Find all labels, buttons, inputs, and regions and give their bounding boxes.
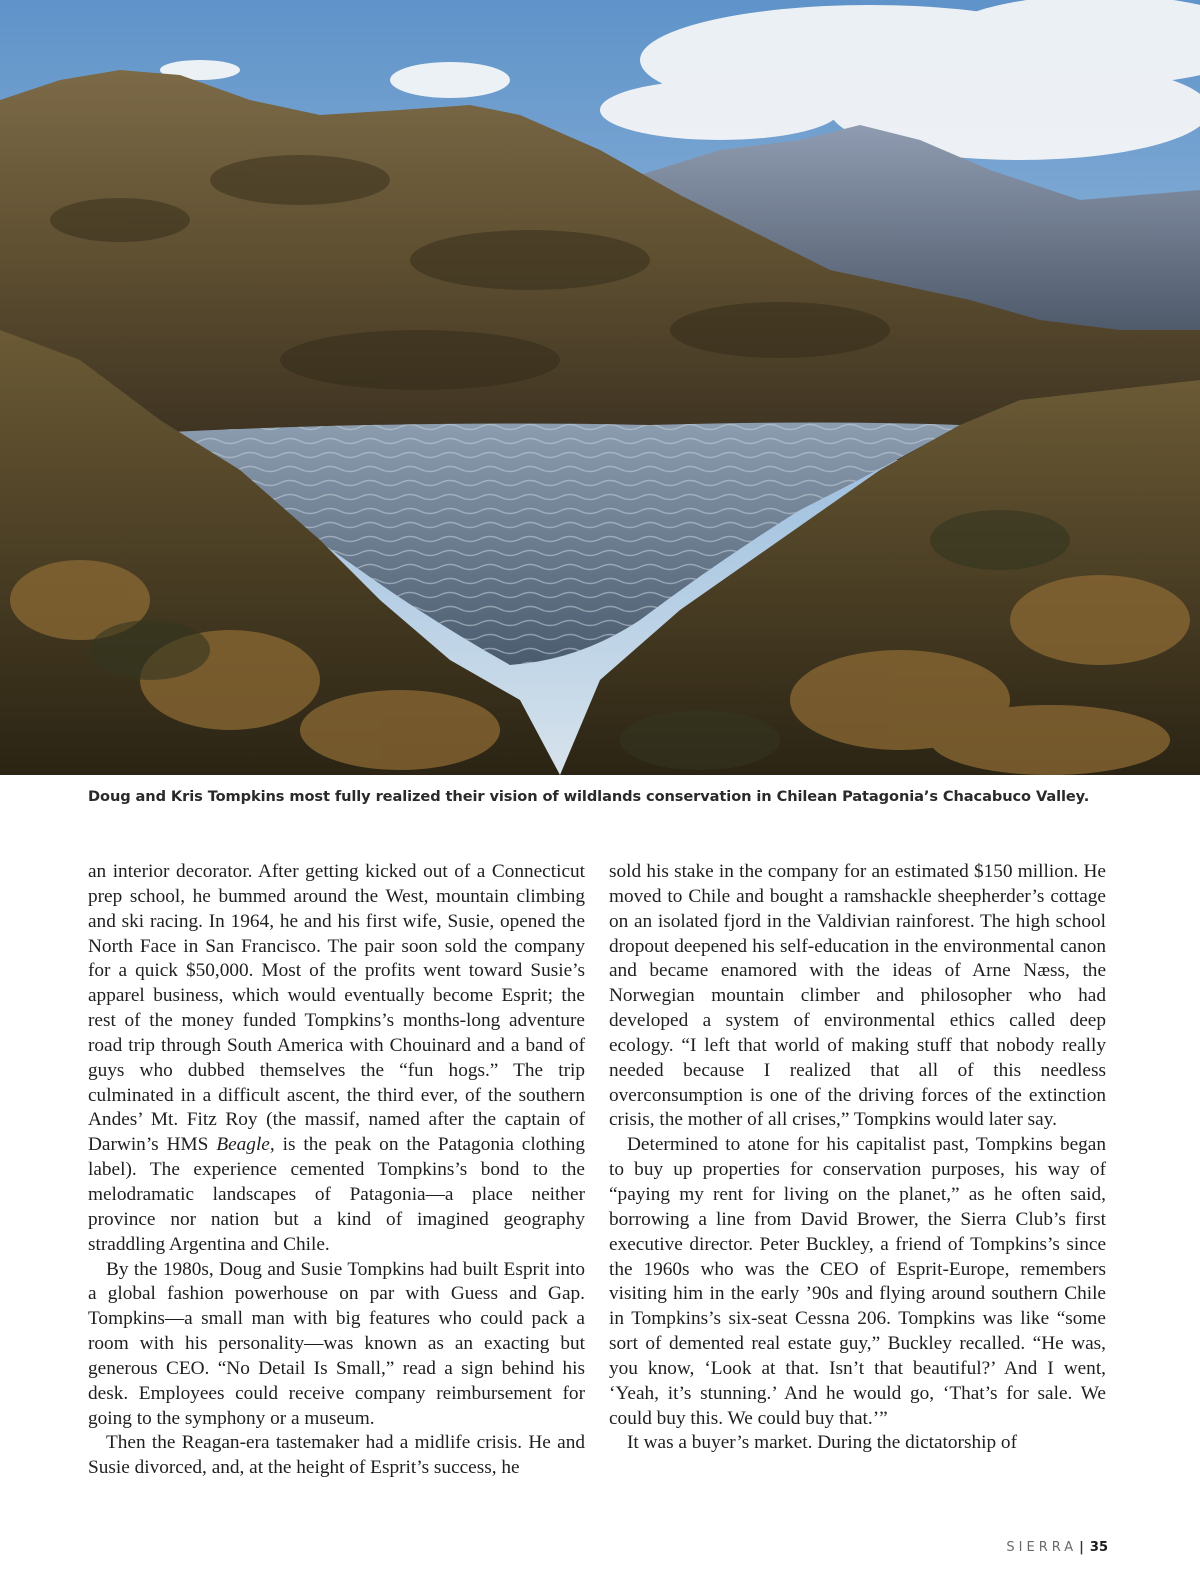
footer-separator: |: [1079, 1540, 1084, 1555]
paragraph: By the 1980s, Doug and Susie Tompkins had built Esprit into a global fashion powerhouse on par with Guess and Gap. Tompkins—a small man with big features who could pack a room with his personality—was known as an exacting but generous CEO. “No Detail Is Small,” read a sign behind his desk. Employees could receive company reimbursement for going to the symphony or a museum.: [88, 1258, 585, 1429]
photo-caption: Doug and Kris Tompkins most fully realized their vision of wildlands conservation in Chilean Patagonia’s Chacabuco Valley.: [88, 788, 1090, 805]
article-body: [88, 860, 1108, 1480]
right-column: [609, 860, 1106, 1456]
paragraph: It was a buyer’s market. During the dictatorship of: [627, 1432, 1017, 1454]
paragraph: an interior decorator. After getting kicked out of a Connecticut prep school, he bummed around the West, mountain climbing and ski racing. In 1964, he and his first wife, Susie, opened the North Face in San Francisco. The pair soon sold the company for a quick $50,000. Most of the profits went toward Susie’s apparel business, which would eventually become Esprit; the rest of the money funded Tompkins’s months-long adventure road trip through South America with Chouinard and a band of guys who dubbed themselves the “fun hogs.” The trip culminated in a difficult ascent, the third ever, of the southern Andes’ Mt. Fitz Roy (the massif, named after the captain of Darwin’s HMS Beagle, is the peak on the Patagonia clothing label). The experience cemented Tompkins’s bond to the melodramatic landscapes of Patagonia—a place neither province nor nation but a kind of imagined geography straddling Argentina and Chile.: [88, 861, 585, 1255]
page-number: 35: [1089, 1540, 1108, 1555]
page-footer: [1006, 1540, 1108, 1555]
paragraph: Determined to atone for his capitalist past, Tompkins began to buy up properties for conservation purposes, his way of “paying my rent for living on the planet,” as he often said, borrowing a line from David Brower, the Sierra Club’s first executive director. Peter Buckley, a friend of Tompkins’s since the 1960s who was the CEO of Esprit-Europe, remembers visiting him in the early ’90s and flying around southern Chile in Tompkins’s six-seat Cessna 206. Tompkins was like “some sort of demented real estate guy,” Buckley recalled. “He was, you know, ‘Look at that. Isn’t that beautiful?’ And I went, ‘Yeah, it’s stunning.’ And he would go, ‘That’s for sale. We could buy this. We could buy that.’”: [609, 1134, 1106, 1429]
left-column: [88, 860, 585, 1481]
ship-name: Beagle,: [216, 1134, 275, 1156]
paragraph: sold his stake in the company for an estimated $150 million. He moved to Chile and bought a ramshackle sheepherder’s cottage on an isolated fjord in the Valdivian rainforest. The high school dropout deepened his self-education in the environmental canon and became enamored with the ideas of Arne Næss, the Norwegian mountain climber and philosopher who had developed a system of environmental ethics called deep ecology. “I left that world of making stuff that nobody really needed because I realized that all of this needless overconsumption is one of the driving forces of the extinction crisis, the mother of all crises,” Tompkins would later say.: [609, 861, 1106, 1131]
magazine-name: SIERRA: [1006, 1540, 1078, 1555]
landscape-photo: [0, 0, 1200, 775]
paragraph: Then the Reagan-era tastemaker had a midlife crisis. He and Susie divorced, and, at the height of Esprit’s success, he: [88, 1432, 585, 1479]
